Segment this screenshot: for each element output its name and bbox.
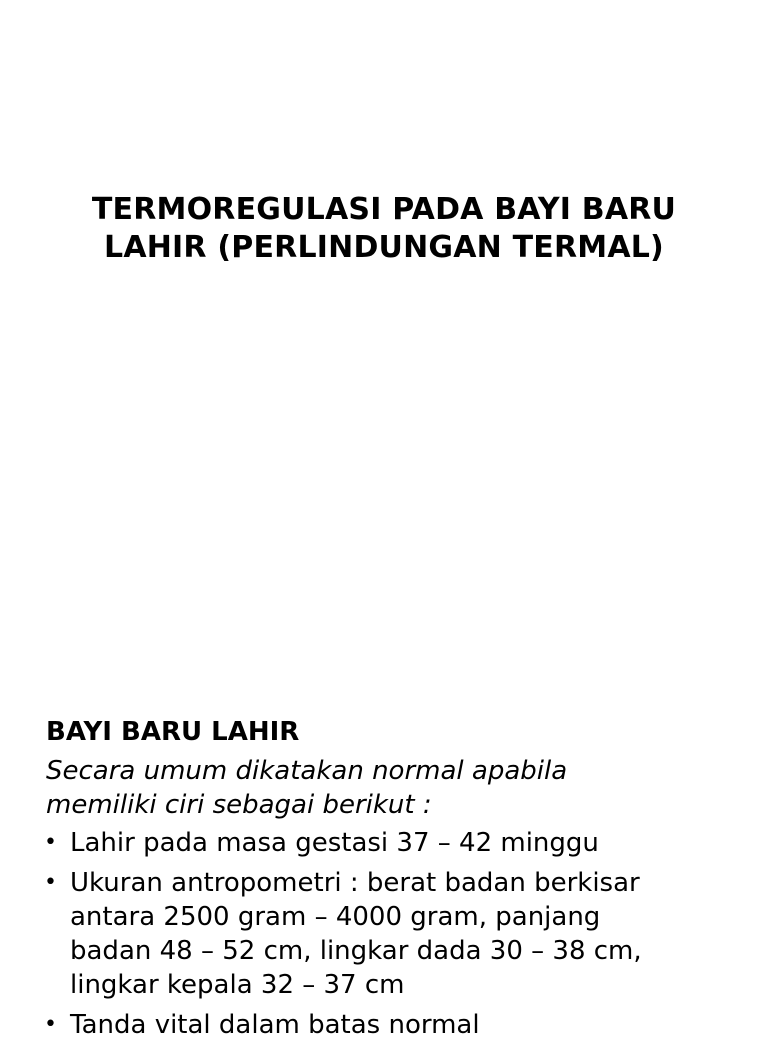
bullet-text-line-3: badan 48 – 52 cm, lingkar dada 30 – 38 cm, <box>70 936 642 966</box>
bullet-list <box>46 826 726 1042</box>
bullet-item-vital-signs <box>46 1008 726 1042</box>
bullet-text-line-4: lingkar kepala 32 – 37 cm <box>70 970 405 1000</box>
slide-title <box>40 191 728 267</box>
intro-line-1: Secara umum dikatakan normal apabila <box>46 756 568 786</box>
bullet-text: Tanda vital dalam batas normal <box>70 1010 480 1040</box>
bullet-text-line-1: Ukuran antropometri : berat badan berkisar <box>70 868 640 898</box>
intro-text <box>46 754 726 822</box>
bullet-item-gestation <box>46 826 726 860</box>
bullet-dot-icon: • <box>44 1012 57 1037</box>
bullet-item-anthropometry <box>46 866 726 1002</box>
title-line-2: LAHIR (PERLINDUNGAN TERMAL) <box>104 230 664 265</box>
intro-line-2: memiliki ciri sebagai berikut : <box>46 790 432 820</box>
section-heading: BAYI BARU LAHIR <box>46 717 300 747</box>
title-line-1: TERMOREGULASI PADA BAYI BARU <box>91 192 677 227</box>
bullet-dot-icon: • <box>44 830 57 855</box>
content-section <box>46 714 726 1048</box>
bullet-text: Lahir pada masa gestasi 37 – 42 minggu <box>70 828 599 858</box>
bullet-text-line-2: antara 2500 gram – 4000 gram, panjang <box>70 902 601 932</box>
bullet-dot-icon: • <box>44 870 57 895</box>
